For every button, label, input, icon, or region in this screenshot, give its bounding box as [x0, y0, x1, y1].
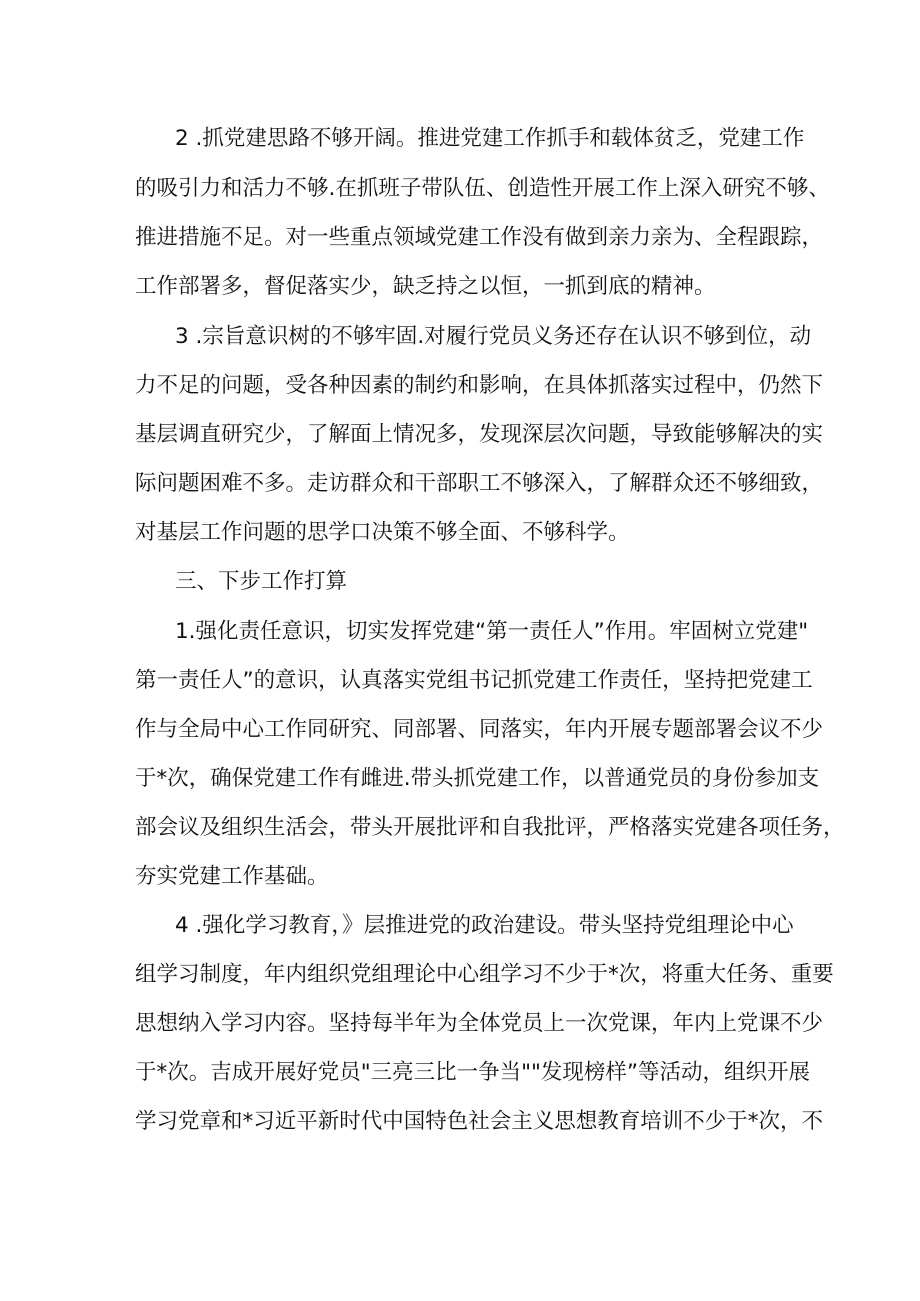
item-1-line-5: 部会议及组织生活会，带头开展批评和自我批评，严格落实党建各项任务，: [135, 815, 845, 840]
item-1-line-6: 夯实党建工作基础。: [135, 864, 329, 889]
item-4-line-4: 于*次。吉成开展好党员"三亮三比一争当""发现榜样”等活动，组织开展: [135, 1060, 811, 1085]
paragraph-3-line-2: 力不足的问题，受各种因素的制约和影响，在具体抓落实过程中，仍然下: [135, 373, 824, 398]
item-4-line-5: 学习党章和*习近平新时代中国特色社会主义思想教育培训不少于*次，不: [135, 1109, 824, 1134]
item-1-line-2: 第一责任人”的意识，认真落实党组书记抓党建工作责任，坚持把党建工: [135, 668, 813, 693]
paragraph-3-line-3: 基层调直研究少，了解面上情况多，发现深层次问题，导致能够解决的实: [135, 422, 824, 447]
item-4-line-2: 组学习制度，年内组织党组理论中心组学习不少于*次，将重大任务、重要: [135, 962, 834, 987]
paragraph-3-line-4: 际问题困难不多。走访群众和干部职工不够深入，了解群众还不够细致，: [135, 471, 824, 496]
item-4-line-1: 4 .强化学习教育，》层推进党的政治建设。带头坚持党组理论中心: [175, 913, 794, 938]
item-1-line-1: 1.强化责任意识，切实发挥党建“第一责任人”作用。牢固树立党建": [175, 619, 809, 644]
paragraph-3-line-5: 对基层工作问题的思学口决策不够全面、不够科学。: [135, 520, 630, 545]
item-1-line-4: 于*次，确保党建工作有雌进.带头抓党建工作，以普通党员的身份参加支: [135, 766, 820, 791]
paragraph-2-line-1: 2 .抓党建思路不够开阔。推进党建工作抓手和载体贫乏，党建工作: [175, 126, 805, 151]
paragraph-2-line-3: 推进措施不足。对一些重点领域党建工作没有做到亲力亲为、全程跟踪，: [135, 225, 824, 250]
paragraph-3-line-1: 3 .宗旨意识树的不够牢固.对履行党员义务还存在认识不够到位，动: [175, 324, 812, 349]
paragraph-2-line-4: 工作部署多，督促落实少，缺乏持之以恒，一抓到底的精神。: [135, 274, 716, 299]
section-heading: 三、下步工作打算: [175, 569, 348, 594]
paragraph-2-line-2: 的吸引力和活力不够.在抓班子带队伍、创造性开展工作上深入研究不够、: [135, 176, 830, 201]
item-4-line-3: 思想纳入学习内容。坚持每半年为全体党员上一次党课，年内上党课不少: [135, 1011, 824, 1036]
item-1-line-3: 作与全局中心工作同研究、同部署、同落实，年内开展专题部署会议不少: [135, 717, 824, 742]
